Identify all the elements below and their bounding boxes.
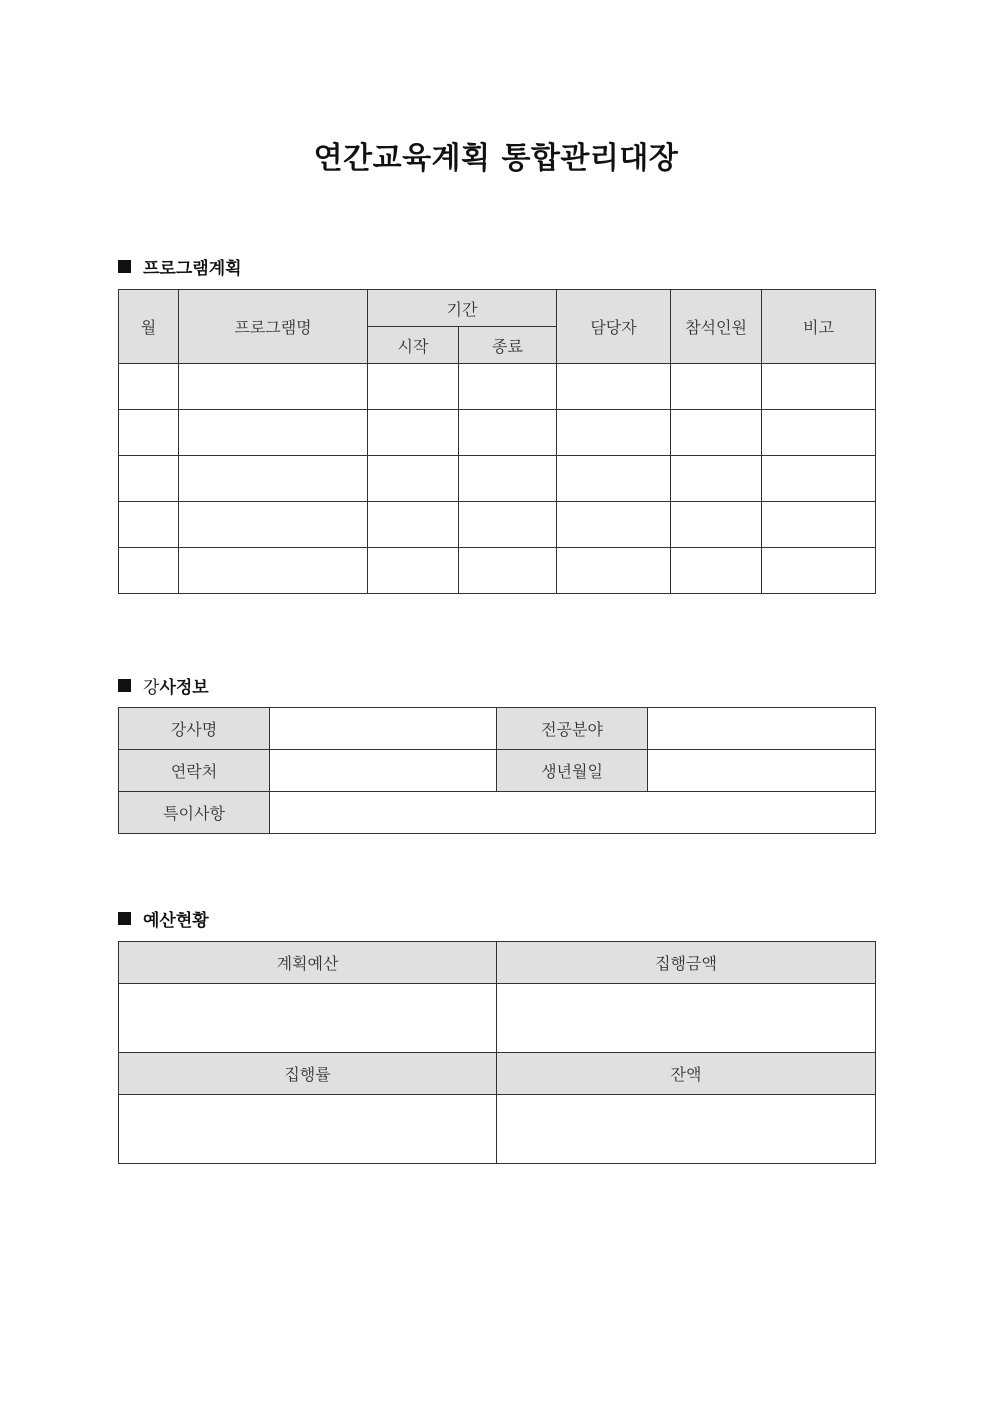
header-month: 월 xyxy=(119,290,179,364)
field-planned-budget[interactable] xyxy=(119,984,497,1053)
cell-manager[interactable] xyxy=(557,456,671,502)
cell-remarks[interactable] xyxy=(762,502,876,548)
table-row xyxy=(119,502,876,548)
cell-month[interactable] xyxy=(119,502,179,548)
cell-attendees[interactable] xyxy=(671,502,762,548)
label-planned-budget: 계획예산 xyxy=(119,942,497,984)
field-contact[interactable] xyxy=(270,750,497,792)
table-row xyxy=(119,364,876,410)
header-start: 시작 xyxy=(368,327,459,364)
label-major: 전공분야 xyxy=(497,708,648,750)
cell-month[interactable] xyxy=(119,548,179,594)
cell-remarks[interactable] xyxy=(762,548,876,594)
field-executed-amount[interactable] xyxy=(497,984,876,1053)
cell-attendees[interactable] xyxy=(671,364,762,410)
table-row xyxy=(119,548,876,594)
cell-program-name[interactable] xyxy=(179,364,368,410)
cell-program-name[interactable] xyxy=(179,502,368,548)
program-plan-table xyxy=(118,289,876,594)
table-row xyxy=(119,456,876,502)
label-notes: 특이사항 xyxy=(119,792,270,834)
instructor-heading-rest: 사정보 xyxy=(159,678,209,698)
budget-section-heading xyxy=(118,906,209,931)
budget-section-title: 예산현황 xyxy=(143,911,209,931)
square-bullet-icon xyxy=(118,912,131,925)
program-section-title: 프로그램계획 xyxy=(143,259,242,279)
label-balance: 잔액 xyxy=(497,1053,876,1095)
cell-attendees[interactable] xyxy=(671,456,762,502)
cell-program-name[interactable] xyxy=(179,410,368,456)
instructor-heading-prefix: 강 xyxy=(143,678,160,698)
label-contact: 연락처 xyxy=(119,750,270,792)
header-end: 종료 xyxy=(459,327,557,364)
cell-start[interactable] xyxy=(368,456,459,502)
page-title: 연간교육계획 통합관리대장 xyxy=(313,141,679,176)
cell-program-name[interactable] xyxy=(179,548,368,594)
table-row xyxy=(119,410,876,456)
label-execution-rate: 집행률 xyxy=(119,1053,497,1095)
header-manager: 담당자 xyxy=(557,290,671,364)
square-bullet-icon xyxy=(118,260,131,273)
cell-manager[interactable] xyxy=(557,410,671,456)
field-execution-rate[interactable] xyxy=(119,1095,497,1164)
label-executed-amount: 집행금액 xyxy=(497,942,876,984)
header-attendees: 참석인원 xyxy=(671,290,762,364)
header-remarks: 비고 xyxy=(762,290,876,364)
field-birthdate[interactable] xyxy=(648,750,876,792)
cell-attendees[interactable] xyxy=(671,548,762,594)
cell-manager[interactable] xyxy=(557,364,671,410)
cell-month[interactable] xyxy=(119,456,179,502)
cell-remarks[interactable] xyxy=(762,410,876,456)
cell-end[interactable] xyxy=(459,456,557,502)
cell-start[interactable] xyxy=(368,364,459,410)
cell-end[interactable] xyxy=(459,502,557,548)
program-section-heading xyxy=(118,254,242,279)
square-bullet-icon xyxy=(118,679,131,692)
instructor-info-table xyxy=(118,707,876,834)
instructor-section-heading xyxy=(118,673,209,698)
cell-end[interactable] xyxy=(459,548,557,594)
cell-start[interactable] xyxy=(368,502,459,548)
cell-program-name[interactable] xyxy=(179,456,368,502)
field-notes[interactable] xyxy=(270,792,876,834)
cell-manager[interactable] xyxy=(557,502,671,548)
cell-manager[interactable] xyxy=(557,548,671,594)
header-program-name: 프로그램명 xyxy=(179,290,368,364)
cell-month[interactable] xyxy=(119,364,179,410)
field-major[interactable] xyxy=(648,708,876,750)
cell-remarks[interactable] xyxy=(762,364,876,410)
field-instructor-name[interactable] xyxy=(270,708,497,750)
cell-start[interactable] xyxy=(368,410,459,456)
cell-remarks[interactable] xyxy=(762,456,876,502)
field-balance[interactable] xyxy=(497,1095,876,1164)
label-birthdate: 생년월일 xyxy=(497,750,648,792)
cell-end[interactable] xyxy=(459,364,557,410)
cell-end[interactable] xyxy=(459,410,557,456)
header-period: 기간 xyxy=(368,290,557,327)
budget-status-table xyxy=(118,941,876,1164)
cell-month[interactable] xyxy=(119,410,179,456)
cell-start[interactable] xyxy=(368,548,459,594)
label-instructor-name: 강사명 xyxy=(119,708,270,750)
cell-attendees[interactable] xyxy=(671,410,762,456)
